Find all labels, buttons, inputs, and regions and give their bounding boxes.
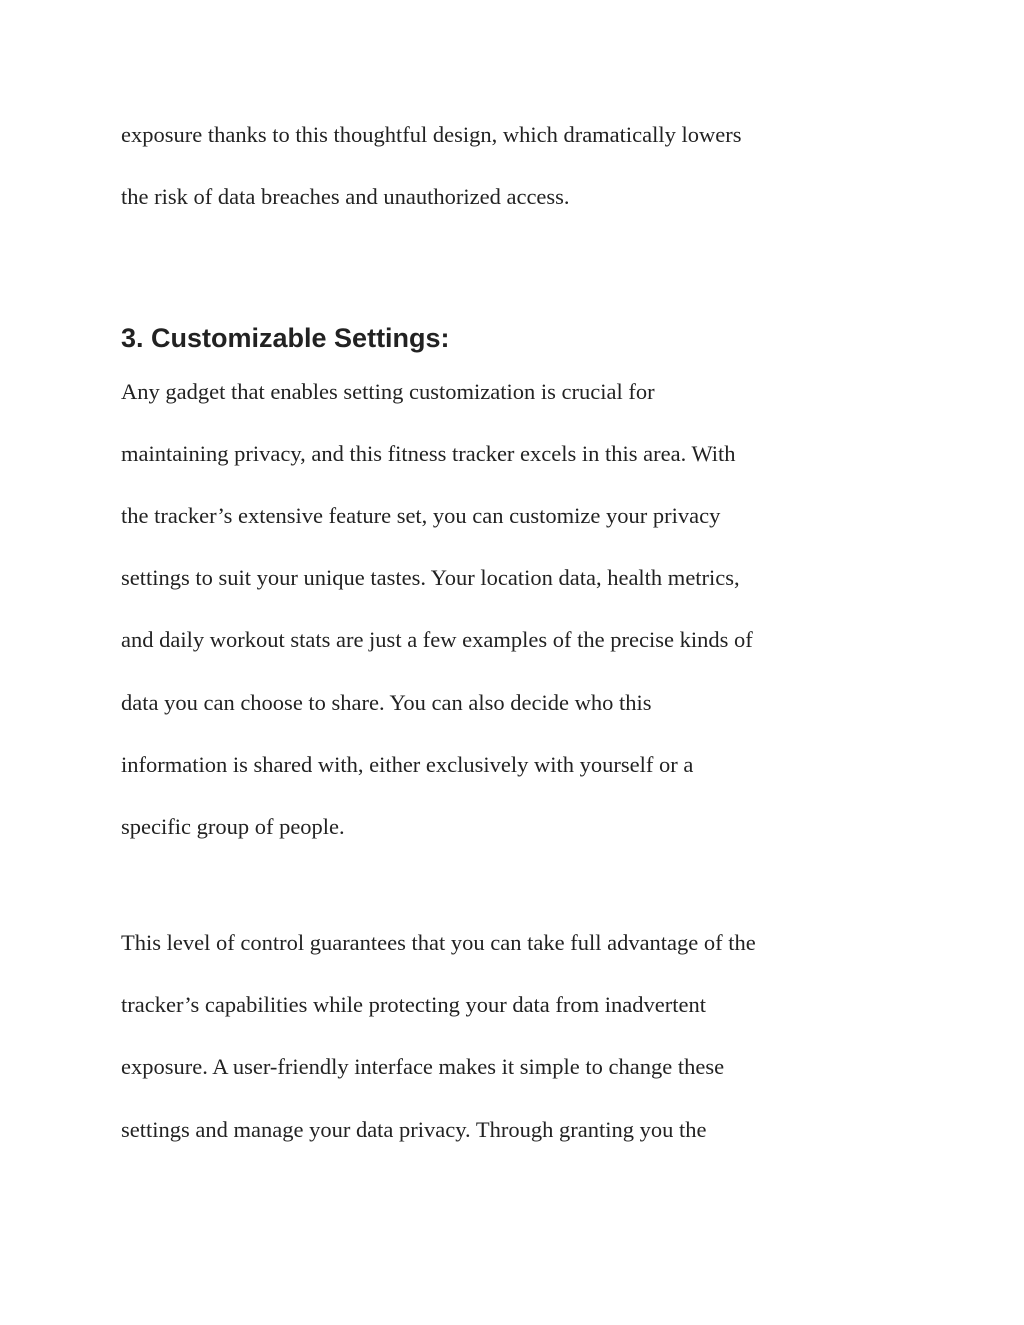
paragraph-line: specific group of people.: [121, 814, 345, 839]
paragraph-line: exposure. A user-friendly interface makes it simple to change these: [121, 1054, 725, 1079]
paragraph-line: the tracker’s extensive feature set, you can customize your privacy: [121, 503, 721, 528]
paragraph-line: and daily workout stats are just a few examples of the precise kinds of: [121, 627, 753, 652]
paragraph-line: tracker’s capabilities while protecting your data from inadvertent: [121, 992, 706, 1017]
paragraph-line: information is shared with, either exclusively with yourself or a: [121, 752, 694, 777]
paragraph-line: exposure thanks to this thoughtful design, which dramatically lowers: [121, 122, 742, 147]
paragraph-line: Any gadget that enables setting customization is crucial for: [121, 379, 655, 404]
paragraph-line: maintaining privacy, and this fitness tracker excels in this area. With: [121, 441, 736, 466]
paragraph-line: This level of control guarantees that you can take full advantage of the: [121, 930, 756, 955]
paragraph-line: the risk of data breaches and unauthorized access.: [121, 184, 570, 209]
paragraph-line: settings to suit your unique tastes. Your location data, health metrics,: [121, 565, 740, 590]
section-heading: 3. Customizable Settings:: [121, 323, 450, 353]
paragraph-line: data you can choose to share. You can also decide who this: [121, 690, 652, 715]
paragraph-line: settings and manage your data privacy. Through granting you the: [121, 1117, 707, 1142]
